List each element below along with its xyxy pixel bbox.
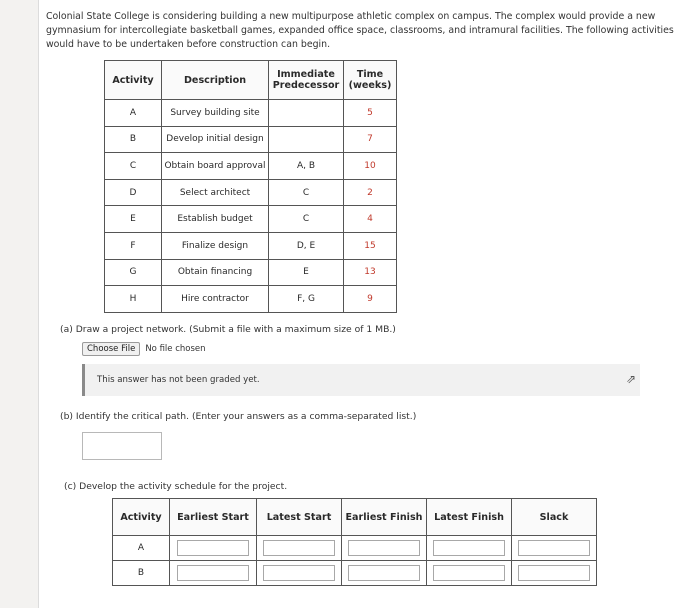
cell-activity: F [105,232,162,259]
earliest-finish-input[interactable] [348,565,420,581]
activity-table-header [105,61,397,100]
cell-predecessor: A, B [269,153,344,180]
cell-time: 10 [344,153,397,180]
cell-time: 4 [344,206,397,233]
cell-activity: B [105,126,162,153]
earliest-start-input[interactable] [177,565,249,581]
schedule-table [112,498,597,586]
latest-finish-input[interactable] [433,540,505,556]
choose-file-button[interactable]: Choose File [82,342,140,356]
earliest-start-cell [170,536,257,561]
cell-predecessor: C [269,206,344,233]
cell-time: 13 [344,259,397,286]
table-row [105,100,397,127]
earliest-finish-cell [342,561,427,586]
latest-finish-input[interactable] [433,565,505,581]
cell-time: 7 [344,126,397,153]
latest-start-input[interactable] [263,540,335,556]
header-latest-finish: Latest Finish [427,499,512,536]
file-status: No file chosen [145,344,206,354]
cell-description: Survey building site [162,100,269,127]
cell-predecessor: F, G [269,286,344,313]
table-row [105,259,397,286]
table-row [113,561,597,586]
earliest-finish-cell [342,536,427,561]
grading-notice [82,364,640,396]
latest-start-input[interactable] [263,565,335,581]
mouse-cursor-icon: ⇗ [626,372,637,386]
latest-start-cell [257,536,342,561]
header-predecessor: Immediate Predecessor [269,61,344,100]
cell-activity: A [105,100,162,127]
cell-time: 2 [344,179,397,206]
question-c: (c) Develop the activity schedule for the project. [64,481,288,492]
question-a: (a) Draw a project network. (Submit a file with a maximum size of 1 MB.) [60,324,396,335]
cell-description: Establish budget [162,206,269,233]
header-earliest-finish: Earliest Finish [342,499,427,536]
activity-table [104,60,397,313]
header-time: Time (weeks) [344,61,397,100]
slack-cell [512,561,597,586]
header-latest-start: Latest Start [257,499,342,536]
table-row [113,536,597,561]
header-activity: Activity [113,499,170,536]
file-upload [82,342,206,356]
cell-description: Obtain board approval [162,153,269,180]
table-row [105,206,397,233]
cell-activity: E [105,206,162,233]
slack-input[interactable] [518,540,590,556]
cell-time: 15 [344,232,397,259]
latest-start-cell [257,561,342,586]
cell-description: Obtain financing [162,259,269,286]
table-row [105,126,397,153]
header-earliest-start: Earliest Start [170,499,257,536]
cell-description: Finalize design [162,232,269,259]
cell-predecessor: D, E [269,232,344,259]
slack-cell [512,536,597,561]
cell-predecessor [269,126,344,153]
earliest-start-input[interactable] [177,540,249,556]
cell-description: Develop initial design [162,126,269,153]
cell-activity: A [113,536,170,561]
cell-activity: H [105,286,162,313]
cell-description: Select architect [162,179,269,206]
grading-notice-text: This answer has not been graded yet. [97,375,260,385]
critical-path-input[interactable] [82,432,162,460]
cell-activity: C [105,153,162,180]
problem-intro: Colonial State College is considering building a new multipurpose athletic complex on campus. The complex would provide a new gymnasium for intercollegiate basketball games, expanded office space, classrooms, and intramural facilities. The following activities would have to be undertaken before construction can begin. [46,11,674,50]
cell-predecessor: C [269,179,344,206]
cell-description: Hire contractor [162,286,269,313]
latest-finish-cell [427,561,512,586]
cell-activity: G [105,259,162,286]
latest-finish-cell [427,536,512,561]
header-activity: Activity [105,61,162,100]
cell-activity: D [105,179,162,206]
question-b: (b) Identify the critical path. (Enter your answers as a comma-separated list.) [60,411,417,422]
cell-predecessor [269,100,344,127]
table-row [105,232,397,259]
schedule-table-header [113,499,597,536]
cell-time: 5 [344,100,397,127]
cell-activity: B [113,561,170,586]
header-description: Description [162,61,269,100]
table-row [105,153,397,180]
cell-time: 9 [344,286,397,313]
slack-input[interactable] [518,565,590,581]
earliest-start-cell [170,561,257,586]
table-row [105,286,397,313]
cell-predecessor: E [269,259,344,286]
header-slack: Slack [512,499,597,536]
table-row [105,179,397,206]
earliest-finish-input[interactable] [348,540,420,556]
